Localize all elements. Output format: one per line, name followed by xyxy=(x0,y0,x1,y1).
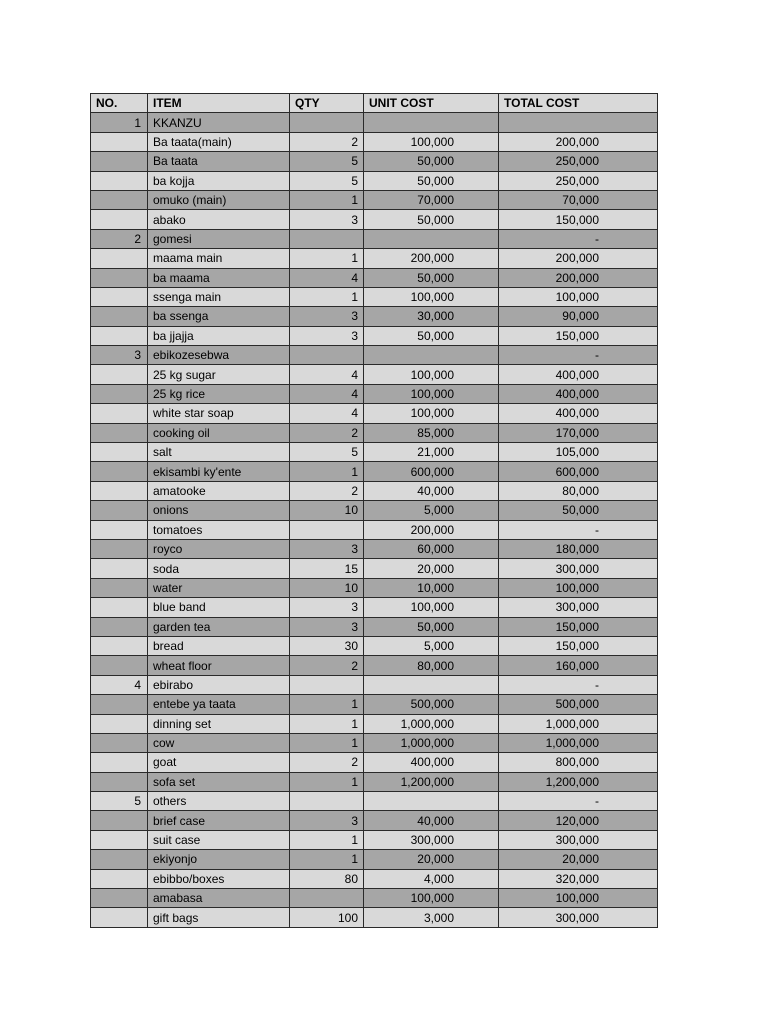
cell-item: omuko (main) xyxy=(148,190,290,209)
cell-no xyxy=(91,171,148,190)
table-row xyxy=(91,695,658,714)
cell-unit-cost: 70,000 xyxy=(364,190,499,209)
cell-unit-cost xyxy=(364,113,499,132)
cell-unit-cost: 5,000 xyxy=(364,636,499,655)
cell-unit-cost: 1,200,000 xyxy=(364,772,499,791)
cell-no xyxy=(91,190,148,209)
cell-no xyxy=(91,617,148,636)
cell-no xyxy=(91,462,148,481)
cell-no: 1 xyxy=(91,113,148,132)
cell-no xyxy=(91,539,148,558)
table-row xyxy=(91,210,658,229)
cell-total-cost: 250,000 xyxy=(499,152,658,171)
table-row xyxy=(91,559,658,578)
cell-no xyxy=(91,423,148,442)
cell-unit-cost: 600,000 xyxy=(364,462,499,481)
cell-total-cost: 120,000 xyxy=(499,811,658,830)
cell-no xyxy=(91,695,148,714)
cell-no xyxy=(91,811,148,830)
cell-item: abako xyxy=(148,210,290,229)
cell-no: 5 xyxy=(91,792,148,811)
cell-total-cost: - xyxy=(499,346,658,365)
cell-no xyxy=(91,501,148,520)
cell-qty: 2 xyxy=(290,753,364,772)
budget-table xyxy=(90,93,658,928)
cell-total-cost: 500,000 xyxy=(499,695,658,714)
cell-qty: 2 xyxy=(290,481,364,500)
cell-unit-cost xyxy=(364,346,499,365)
cell-total-cost: 300,000 xyxy=(499,598,658,617)
table-row xyxy=(91,889,658,908)
cell-unit-cost: 50,000 xyxy=(364,171,499,190)
cell-item: others xyxy=(148,792,290,811)
table-row xyxy=(91,249,658,268)
cell-item: ssenga main xyxy=(148,287,290,306)
cell-total-cost: 1,200,000 xyxy=(499,772,658,791)
cell-item: garden tea xyxy=(148,617,290,636)
table-row xyxy=(91,268,658,287)
cell-qty: 4 xyxy=(290,404,364,423)
cell-unit-cost: 21,000 xyxy=(364,443,499,462)
cell-no xyxy=(91,733,148,752)
cell-total-cost: - xyxy=(499,520,658,539)
cell-no xyxy=(91,326,148,345)
cell-qty: 5 xyxy=(290,171,364,190)
cell-no xyxy=(91,908,148,927)
cell-item: 25 kg sugar xyxy=(148,365,290,384)
cell-qty: 3 xyxy=(290,326,364,345)
cell-no xyxy=(91,830,148,849)
cell-total-cost: 200,000 xyxy=(499,132,658,151)
table-row xyxy=(91,481,658,500)
cell-no xyxy=(91,268,148,287)
cell-total-cost: 105,000 xyxy=(499,443,658,462)
cell-total-cost: 300,000 xyxy=(499,559,658,578)
cell-qty: 1 xyxy=(290,287,364,306)
cell-no xyxy=(91,404,148,423)
cell-no xyxy=(91,598,148,617)
table-row xyxy=(91,152,658,171)
cell-item: ba jjajja xyxy=(148,326,290,345)
cell-total-cost: 800,000 xyxy=(499,753,658,772)
cell-total-cost: 400,000 xyxy=(499,404,658,423)
cell-item: Ba taata xyxy=(148,152,290,171)
cell-total-cost: 300,000 xyxy=(499,830,658,849)
cell-no xyxy=(91,850,148,869)
cell-unit-cost: 20,000 xyxy=(364,850,499,869)
cell-unit-cost: 85,000 xyxy=(364,423,499,442)
cell-total-cost: 250,000 xyxy=(499,171,658,190)
cell-item: water xyxy=(148,578,290,597)
cell-no xyxy=(91,365,148,384)
cell-total-cost: - xyxy=(499,792,658,811)
cell-qty: 100 xyxy=(290,908,364,927)
cell-unit-cost: 40,000 xyxy=(364,481,499,500)
table-row xyxy=(91,675,658,694)
cell-unit-cost: 3,000 xyxy=(364,908,499,927)
cell-item: tomatoes xyxy=(148,520,290,539)
cell-qty: 1 xyxy=(290,714,364,733)
cell-total-cost: 20,000 xyxy=(499,850,658,869)
cell-total-cost: 90,000 xyxy=(499,307,658,326)
cell-item: soda xyxy=(148,559,290,578)
cell-qty xyxy=(290,113,364,132)
cell-total-cost: 1,000,000 xyxy=(499,733,658,752)
cell-no xyxy=(91,889,148,908)
cell-no xyxy=(91,869,148,888)
cell-qty: 3 xyxy=(290,617,364,636)
cell-unit-cost: 40,000 xyxy=(364,811,499,830)
table-row xyxy=(91,850,658,869)
cell-unit-cost: 50,000 xyxy=(364,617,499,636)
cell-unit-cost: 5,000 xyxy=(364,501,499,520)
cell-unit-cost: 300,000 xyxy=(364,830,499,849)
cell-total-cost: 170,000 xyxy=(499,423,658,442)
cell-unit-cost: 30,000 xyxy=(364,307,499,326)
cell-qty: 2 xyxy=(290,656,364,675)
header-item: ITEM xyxy=(148,94,290,113)
table-row xyxy=(91,830,658,849)
cell-no xyxy=(91,772,148,791)
cell-total-cost: 200,000 xyxy=(499,249,658,268)
header-unit-cost: UNIT COST xyxy=(364,94,499,113)
cell-total-cost: 1,000,000 xyxy=(499,714,658,733)
cell-item: white star soap xyxy=(148,404,290,423)
cell-qty: 1 xyxy=(290,850,364,869)
table-row xyxy=(91,598,658,617)
cell-item: salt xyxy=(148,443,290,462)
cell-qty: 10 xyxy=(290,501,364,520)
cell-item: maama main xyxy=(148,249,290,268)
cell-qty: 15 xyxy=(290,559,364,578)
cell-no xyxy=(91,384,148,403)
table-row xyxy=(91,443,658,462)
cell-no xyxy=(91,656,148,675)
cell-total-cost: 150,000 xyxy=(499,617,658,636)
cell-item: ba kojja xyxy=(148,171,290,190)
cell-total-cost: 100,000 xyxy=(499,578,658,597)
cell-unit-cost: 60,000 xyxy=(364,539,499,558)
cell-unit-cost: 1,000,000 xyxy=(364,714,499,733)
cell-item: blue band xyxy=(148,598,290,617)
cell-total-cost: 300,000 xyxy=(499,908,658,927)
table-row xyxy=(91,636,658,655)
cell-unit-cost: 1,000,000 xyxy=(364,733,499,752)
table-row xyxy=(91,656,658,675)
cell-item: ekiyonjo xyxy=(148,850,290,869)
cell-qty: 3 xyxy=(290,811,364,830)
table-row xyxy=(91,578,658,597)
cell-qty: 3 xyxy=(290,598,364,617)
table-row xyxy=(91,287,658,306)
table-row xyxy=(91,733,658,752)
cell-total-cost: 160,000 xyxy=(499,656,658,675)
table-row xyxy=(91,714,658,733)
table-body xyxy=(91,113,658,927)
cell-unit-cost: 10,000 xyxy=(364,578,499,597)
cell-total-cost: 100,000 xyxy=(499,889,658,908)
cell-total-cost: 180,000 xyxy=(499,539,658,558)
cell-item: amatooke xyxy=(148,481,290,500)
cell-unit-cost: 50,000 xyxy=(364,326,499,345)
cell-qty: 3 xyxy=(290,307,364,326)
cell-unit-cost: 100,000 xyxy=(364,889,499,908)
cell-item: bread xyxy=(148,636,290,655)
header-no: NO. xyxy=(91,94,148,113)
cell-item: entebe ya taata xyxy=(148,695,290,714)
cell-unit-cost: 50,000 xyxy=(364,152,499,171)
table-row xyxy=(91,423,658,442)
header-total-cost: TOTAL COST xyxy=(499,94,658,113)
cell-no xyxy=(91,636,148,655)
cell-item: wheat floor xyxy=(148,656,290,675)
cell-qty xyxy=(290,792,364,811)
table-row xyxy=(91,113,658,132)
cell-qty: 1 xyxy=(290,772,364,791)
cell-total-cost: 80,000 xyxy=(499,481,658,500)
cell-qty: 2 xyxy=(290,423,364,442)
cell-qty xyxy=(290,520,364,539)
cell-qty: 1 xyxy=(290,462,364,481)
table-row xyxy=(91,501,658,520)
cell-unit-cost: 100,000 xyxy=(364,287,499,306)
cell-item: gift bags xyxy=(148,908,290,927)
cell-unit-cost: 100,000 xyxy=(364,384,499,403)
cell-item: ebibbo/boxes xyxy=(148,869,290,888)
cell-qty xyxy=(290,675,364,694)
cell-total-cost: 50,000 xyxy=(499,501,658,520)
cell-no xyxy=(91,520,148,539)
table-row xyxy=(91,190,658,209)
table-row xyxy=(91,772,658,791)
cell-qty: 4 xyxy=(290,384,364,403)
cell-no xyxy=(91,210,148,229)
cell-total-cost: 150,000 xyxy=(499,210,658,229)
cell-unit-cost: 100,000 xyxy=(364,598,499,617)
cell-qty: 3 xyxy=(290,210,364,229)
cell-item: ebikozesebwa xyxy=(148,346,290,365)
cell-total-cost: - xyxy=(499,229,658,248)
cell-unit-cost xyxy=(364,792,499,811)
cell-unit-cost: 20,000 xyxy=(364,559,499,578)
table-row xyxy=(91,811,658,830)
cell-total-cost: 100,000 xyxy=(499,287,658,306)
cell-qty xyxy=(290,346,364,365)
table-row xyxy=(91,753,658,772)
cell-item: goat xyxy=(148,753,290,772)
header-qty: QTY xyxy=(290,94,364,113)
table-row xyxy=(91,346,658,365)
cell-item: ebirabo xyxy=(148,675,290,694)
cell-unit-cost: 100,000 xyxy=(364,365,499,384)
cell-no: 4 xyxy=(91,675,148,694)
cell-qty xyxy=(290,889,364,908)
cell-no xyxy=(91,132,148,151)
table-row xyxy=(91,365,658,384)
cell-no xyxy=(91,753,148,772)
cell-item: ekisambi ky'ente xyxy=(148,462,290,481)
cell-qty: 4 xyxy=(290,268,364,287)
cell-unit-cost xyxy=(364,229,499,248)
cell-qty: 1 xyxy=(290,830,364,849)
table-row xyxy=(91,132,658,151)
cell-no xyxy=(91,559,148,578)
cell-total-cost: 400,000 xyxy=(499,365,658,384)
cell-item: KKANZU xyxy=(148,113,290,132)
cell-item: ba ssenga xyxy=(148,307,290,326)
cell-no: 2 xyxy=(91,229,148,248)
cell-qty: 1 xyxy=(290,249,364,268)
table-row xyxy=(91,617,658,636)
table-row xyxy=(91,462,658,481)
cell-item: brief case xyxy=(148,811,290,830)
cell-qty: 2 xyxy=(290,132,364,151)
table-row xyxy=(91,792,658,811)
cell-item: dinning set xyxy=(148,714,290,733)
table-header-row xyxy=(91,94,658,113)
cell-total-cost: 150,000 xyxy=(499,636,658,655)
table-row xyxy=(91,171,658,190)
cell-qty: 1 xyxy=(290,733,364,752)
budget-sheet xyxy=(90,93,657,928)
cell-qty: 1 xyxy=(290,190,364,209)
cell-no: 3 xyxy=(91,346,148,365)
cell-unit-cost: 100,000 xyxy=(364,404,499,423)
cell-item: royco xyxy=(148,539,290,558)
cell-item: cow xyxy=(148,733,290,752)
table-row xyxy=(91,404,658,423)
cell-no xyxy=(91,307,148,326)
cell-qty: 30 xyxy=(290,636,364,655)
cell-no xyxy=(91,578,148,597)
table-row xyxy=(91,520,658,539)
cell-item: onions xyxy=(148,501,290,520)
cell-no xyxy=(91,481,148,500)
cell-qty: 4 xyxy=(290,365,364,384)
cell-item: Ba taata(main) xyxy=(148,132,290,151)
cell-unit-cost: 4,000 xyxy=(364,869,499,888)
cell-total-cost: 70,000 xyxy=(499,190,658,209)
cell-unit-cost: 400,000 xyxy=(364,753,499,772)
cell-qty: 5 xyxy=(290,443,364,462)
cell-item: cooking oil xyxy=(148,423,290,442)
cell-item: 25 kg rice xyxy=(148,384,290,403)
cell-qty xyxy=(290,229,364,248)
cell-qty: 10 xyxy=(290,578,364,597)
table-row xyxy=(91,908,658,927)
cell-unit-cost xyxy=(364,675,499,694)
cell-total-cost: - xyxy=(499,675,658,694)
cell-qty: 5 xyxy=(290,152,364,171)
cell-qty: 1 xyxy=(290,695,364,714)
table-row xyxy=(91,229,658,248)
cell-total-cost: 400,000 xyxy=(499,384,658,403)
cell-unit-cost: 50,000 xyxy=(364,210,499,229)
cell-total-cost: 200,000 xyxy=(499,268,658,287)
cell-unit-cost: 500,000 xyxy=(364,695,499,714)
cell-total-cost xyxy=(499,113,658,132)
cell-no xyxy=(91,443,148,462)
cell-no xyxy=(91,152,148,171)
cell-no xyxy=(91,714,148,733)
cell-no xyxy=(91,249,148,268)
cell-total-cost: 600,000 xyxy=(499,462,658,481)
cell-qty: 3 xyxy=(290,539,364,558)
cell-unit-cost: 200,000 xyxy=(364,249,499,268)
cell-unit-cost: 200,000 xyxy=(364,520,499,539)
cell-unit-cost: 100,000 xyxy=(364,132,499,151)
table-row xyxy=(91,539,658,558)
cell-qty: 80 xyxy=(290,869,364,888)
cell-item: gomesi xyxy=(148,229,290,248)
cell-item: sofa set xyxy=(148,772,290,791)
cell-unit-cost: 50,000 xyxy=(364,268,499,287)
table-row xyxy=(91,326,658,345)
cell-item: amabasa xyxy=(148,889,290,908)
cell-unit-cost: 80,000 xyxy=(364,656,499,675)
cell-item: suit case xyxy=(148,830,290,849)
cell-item: ba maama xyxy=(148,268,290,287)
cell-total-cost: 150,000 xyxy=(499,326,658,345)
cell-total-cost: 320,000 xyxy=(499,869,658,888)
cell-no xyxy=(91,287,148,306)
table-row xyxy=(91,869,658,888)
table-row xyxy=(91,307,658,326)
table-row xyxy=(91,384,658,403)
